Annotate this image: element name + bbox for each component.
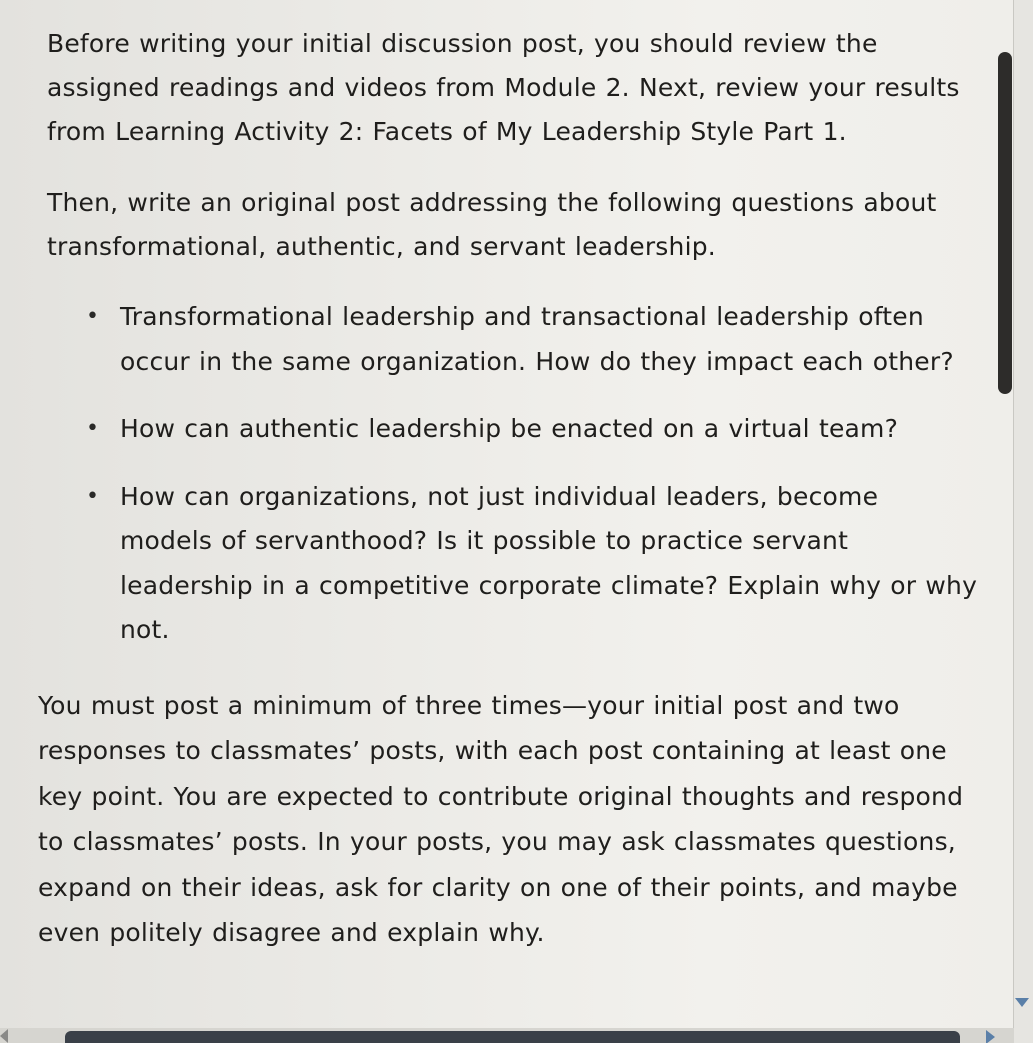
scroll-right-arrow-icon[interactable] bbox=[986, 1030, 995, 1043]
list-item bbox=[38, 407, 978, 452]
scroll-down-arrow-icon[interactable] bbox=[1015, 998, 1029, 1007]
list-item bbox=[38, 475, 978, 653]
question-text: Transformational leadership and transactional leadership often occur in the same organization. How do they impact each other? bbox=[120, 302, 954, 376]
question-list bbox=[38, 295, 978, 653]
vertical-scrollbar-thumb[interactable] bbox=[998, 52, 1012, 394]
instructions-paragraph-2: Then, write an original post addressing the following questions about transformational, authentic, and servant leadership. bbox=[47, 188, 937, 261]
scroll-left-arrow-icon[interactable] bbox=[0, 1029, 8, 1043]
question-text: How can authentic leadership be enacted on a virtual team? bbox=[120, 414, 899, 443]
horizontal-scrollbar-thumb[interactable] bbox=[65, 1031, 960, 1043]
instructions-paragraph-1: Before writing your initial discussion post, you should review the assigned readings and videos from Module 2. Next, review your results from Learning Activity 2: Facets of My Leadership Style Part 1. bbox=[47, 29, 960, 146]
vertical-scrollbar[interactable] bbox=[1014, 0, 1033, 1043]
bullet-icon: • bbox=[86, 304, 100, 329]
bullet-icon: • bbox=[86, 416, 100, 441]
question-text: How can organizations, not just individual leaders, become models of servanthood? Is it possible to practice servant leadership in a competitive corporate climate? Explain why or why not. bbox=[120, 481, 978, 644]
bullet-icon: • bbox=[86, 483, 100, 509]
discussion-prompt bbox=[38, 22, 978, 956]
list-item bbox=[38, 295, 978, 384]
posting-requirements-paragraph: You must post a minimum of three times—your initial post and two responses to classmates’ posts, with each post containing at least one key point. You are expected to contribute original thoughts and respond to classmates’ posts. In your posts, you may ask classmates questions, expand on their ideas, ask for clarity on one of their points, and maybe even politely disagree and explain why. bbox=[38, 690, 964, 947]
